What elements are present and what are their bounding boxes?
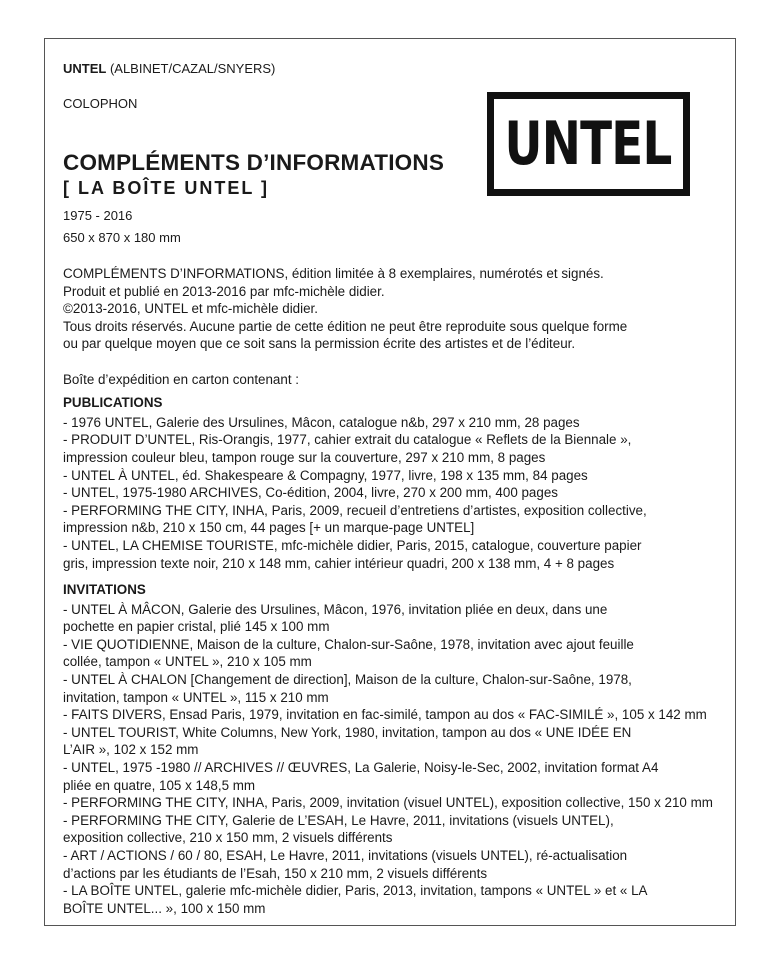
list-item: - ART / ACTIONS / 60 / 80, ESAH, Le Havre, 2011, invitations (visuels UNTEL), ré-actualisation d’actions par les étudiants de l’Esah, 150 x 210 mm, 2 visuels différents [63,848,628,881]
intro-line: Tous droits réservés. Aucune partie de cette édition ne peut être reproduite sous quelque forme [63,318,628,334]
logo-text: UNTEL [505,109,672,179]
colophon-body [63,265,723,917]
intro-line: COMPLÉMENTS D’INFORMATIONS, édition limitée à 8 exemplaires, numérotés et signés. [63,266,604,281]
list-item: - PERFORMING THE CITY, Galerie de L’ESAH, Le Havre, 2011, invitations (visuels UNTEL), exposition collective, 210 x 150 mm, 2 visuels différents [63,812,614,846]
list-item: - UNTEL À UNTEL, éd. Shakespeare & Compagny, 1977, livre, 198 x 135 mm, 84 pages [63,467,588,483]
list-item: - UNTEL, LA CHEMISE TOURISTE, mfc-michèle didier, Paris, 2015, catalogue, couverture papier gris, impression texte noir, 210 x 148 mm, cahier intérieur quadri, 200 x 138 mm, 4 + 8 pages [63,537,642,571]
date-range: 1975 - 2016 [63,208,133,223]
dimensions: 650 x 870 x 180 mm [63,230,181,245]
list-item: - PERFORMING THE CITY, INHA, Paris, 2009, invitation (visuel UNTEL), exposition collective, 150 x 210 mm [63,795,713,811]
list-item: - PRODUIT D’UNTEL, Ris-Orangis, 1977, cahier extrait du catalogue « Reflets de la Biennale », impression couleur bleu, tampon rouge sur la couverture, 297 x 210 mm, 8 pages [63,432,632,465]
spacer [63,353,723,371]
list-item: - LA BOÎTE UNTEL, galerie mfc-michèle didier, Paris, 2013, invitation, tampons « UNTEL » et « LA BOÎTE UNTEL... », 100 x 150 mm [63,883,648,916]
list-item: - VIE QUOTIDIENNE, Maison de la culture, Chalon-sur-Saône, 1978, invitation avec ajout feuille collée, tampon « UNTEL », 210 x 105 mm [63,636,634,670]
intro-line: Produit et publié en 2013-2016 par mfc-michèle didier. [63,283,385,299]
intro-line: ou par quelque moyen que ce soit sans la permission écrite des artistes et de l’éditeur. [63,336,576,352]
list-item: - UNTEL, 1975 -1980 // ARCHIVES // ŒUVRES, La Galerie, Noisy-le-Sec, 2002, invitation format A4 pliée en quatre, 105 x 148,5 mm [63,760,659,793]
invitations-list [63,601,723,918]
list-item: - UNTEL À CHALON [Changement de direction], Maison de la culture, Chalon-sur-Saône, 1978, invitation, tampon « UNTEL », 115 x 210 mm [63,672,632,705]
list-item: - UNTEL, 1975-1980 ARCHIVES, Co-édition, 2004, livre, 270 x 200 mm, 400 pages [63,485,558,501]
artist-name: UNTEL [63,61,107,76]
untel-logo [487,92,690,196]
page-title: COMPLÉMENTS D’INFORMATIONS [63,150,445,175]
list-item: - FAITS DIVERS, Ensad Paris, 1979, invitation en fac-similé, tampon au dos « FAC-SIMILÉ », 105 x 142 mm [63,707,707,723]
section-label: COLOPHON [63,96,138,111]
publications-list [63,414,723,572]
list-item: - 1976 UNTEL, Galerie des Ursulines, Mâcon, catalogue n&b, 297 x 210 mm, 28 pages [63,414,580,430]
invitations-heading: INVITATIONS [63,582,146,598]
list-item: - UNTEL À MÂCON, Galerie des Ursulines, Mâcon, 1976, invitation pliée en deux, dans une pochette en papier cristal, plié 145 x 100 mm [63,601,608,635]
list-item: - UNTEL TOURIST, White Columns, New York, 1980, invitation, tampon au dos « UNE IDÉE EN L’AIR », 102 x 152 mm [63,724,632,758]
box-contents-line: Boîte d’expédition en carton contenant : [63,371,299,387]
list-item: - PERFORMING THE CITY, INHA, Paris, 2009, recueil d’entretiens d’artistes, exposition collective, impression n&b, 210 x 150 cm, 44 pages [+ un marque-page UNTEL] [63,502,647,536]
page-subtitle: [ LA BOÎTE UNTEL ] [63,178,269,198]
intro-line: ©2013-2016, UNTEL et mfc-michèle didier. [63,301,318,317]
publications-heading: PUBLICATIONS [63,395,163,411]
authors-line [63,61,275,76]
artist-members: (ALBINET/CAZAL/SNYERS) [106,61,276,76]
